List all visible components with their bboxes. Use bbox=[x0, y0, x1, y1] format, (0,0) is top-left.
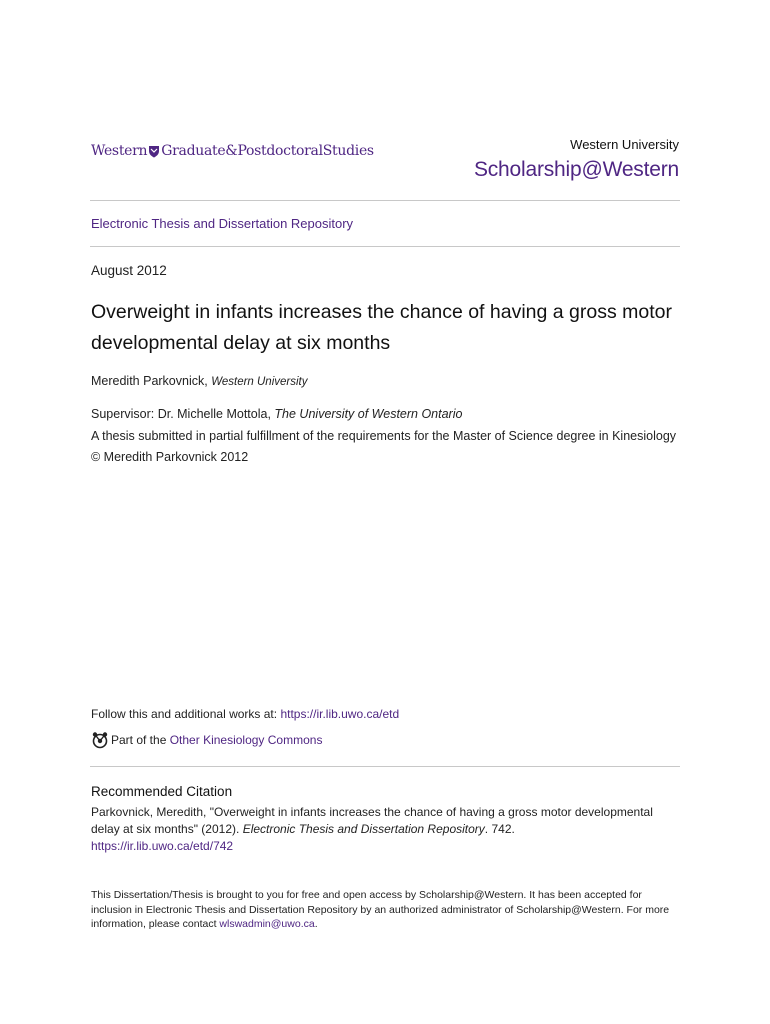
thesis-title: Overweight in infants increases the chance of having a gross motor developmental delay at six months bbox=[91, 301, 672, 354]
supervisor-line bbox=[91, 404, 681, 426]
logo-western-text: Western bbox=[91, 143, 148, 159]
divider bbox=[90, 246, 680, 247]
citation-heading: Recommended Citation bbox=[91, 784, 233, 799]
access-text: This Dissertation/Thesis is brought to you for free and open access by Scholarship@Western. It has been accepted for inclusion in Electronic Thesis and Dissertation Repository by an authorized administrator of Scholarship@Western. For more information, please contact bbox=[91, 889, 670, 930]
supervisor-affiliation: The University of Western Ontario bbox=[274, 407, 463, 421]
citation-series: Electronic Thesis and Dissertation Repository bbox=[242, 822, 485, 836]
part-of-line bbox=[91, 731, 322, 749]
part-of-label: Part of the bbox=[111, 733, 167, 747]
site-name-link[interactable]: Scholarship@Western bbox=[473, 158, 679, 181]
publication-date: August 2012 bbox=[91, 263, 167, 278]
institution-name: Western University bbox=[570, 137, 679, 152]
citation-text: Parkovnick, Meredith, "Overweight in infants increases the chance of having a gross motor developmental delay at six months" (2012). bbox=[91, 805, 653, 836]
thesis-meta bbox=[91, 404, 681, 469]
access-statement bbox=[91, 888, 683, 932]
author-name: Meredith Parkovnick, bbox=[91, 374, 208, 388]
kinesiology-commons-link[interactable]: Other Kinesiology Commons bbox=[169, 733, 323, 747]
citation-number: . 742. bbox=[484, 822, 515, 836]
supervisor-label: Supervisor: Dr. Michelle Mottola, bbox=[91, 407, 271, 421]
copyright-line: © Meredith Parkovnick 2012 bbox=[91, 450, 249, 464]
author-line bbox=[91, 374, 308, 388]
divider bbox=[90, 200, 680, 201]
repository-link[interactable]: Electronic Thesis and Dissertation Repository bbox=[91, 216, 354, 231]
crest-icon bbox=[148, 145, 160, 158]
contact-email-link[interactable]: wlswadmin@uwo.ca bbox=[219, 918, 315, 930]
logo-graduate-text: Graduate&PostdoctoralStudies bbox=[161, 143, 374, 159]
access-end: . bbox=[314, 918, 318, 930]
divider bbox=[90, 766, 680, 767]
western-graduate-logo[interactable] bbox=[91, 143, 374, 159]
follow-line bbox=[91, 707, 399, 721]
citation-url-link[interactable]: https://ir.lib.uwo.ca/etd/742 bbox=[91, 839, 234, 853]
network-icon bbox=[91, 731, 109, 749]
author-affiliation: Western University bbox=[211, 376, 308, 388]
degree-statement: A thesis submitted in partial fulfillment of the requirements for the Master of Science degree in Kinesiology bbox=[91, 428, 677, 443]
etd-collection-link[interactable]: https://ir.lib.uwo.ca/etd bbox=[280, 707, 400, 721]
citation-body bbox=[91, 804, 683, 855]
follow-label: Follow this and additional works at: bbox=[91, 707, 278, 721]
